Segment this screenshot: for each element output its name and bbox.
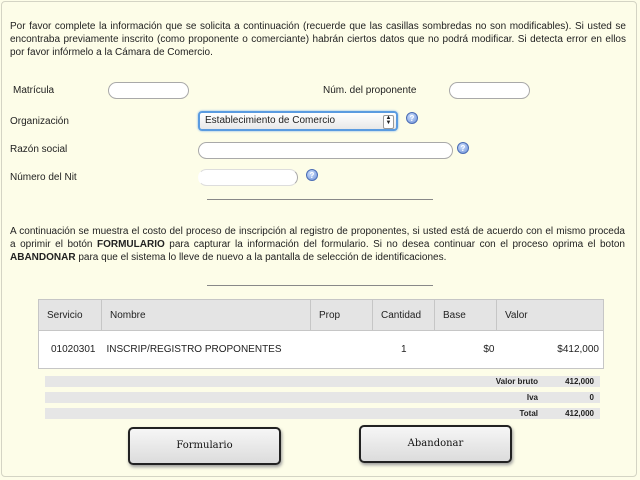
total-row-iva	[45, 392, 600, 403]
total-row-total	[45, 408, 600, 419]
cell-base: $0	[435, 331, 497, 369]
col-nombre: Nombre	[102, 300, 311, 331]
cost-intro-part1: A continuación se muestra el costo del proceso de inscripción al registro de proponentes, si usted está de acuerdo con el mismo proceda a oprimir el botón	[10, 226, 625, 250]
matricula-label: Matrícula	[13, 85, 55, 96]
help-icon-razon-social[interactable]: ?	[457, 142, 469, 154]
organizacion-label: Organización	[10, 116, 69, 127]
col-base: Base	[435, 300, 497, 331]
nit-field[interactable]	[198, 169, 298, 186]
matricula-field[interactable]	[108, 82, 189, 99]
formulario-button[interactable]: Formulario	[128, 427, 281, 465]
cell-servicio: 01020301	[39, 331, 102, 369]
razon-social-field[interactable]	[198, 142, 453, 159]
cell-prop	[311, 331, 373, 369]
cost-intro-formulario-bold: FORMULARIO	[96, 239, 165, 250]
total-label: Total	[519, 409, 538, 418]
total-row-valor-bruto	[45, 376, 600, 387]
total-value: 412,000	[565, 377, 594, 386]
divider-top	[207, 199, 433, 200]
nit-label: Número del Nit	[10, 172, 77, 183]
total-value: 0	[589, 393, 594, 402]
razon-social-label: Razón social	[10, 144, 68, 155]
table-row	[39, 331, 604, 369]
col-valor: Valor	[497, 300, 604, 331]
table-header-row	[39, 300, 604, 331]
help-icon-nit[interactable]: ?	[306, 169, 318, 181]
total-value: 412,000	[565, 409, 594, 418]
num-proponente-field[interactable]	[449, 82, 530, 99]
cost-intro-part2: para capturar la información del formulario. Si no desea continuar con el proceso oprima el boton	[164, 239, 625, 250]
total-label: Iva	[526, 393, 538, 402]
cell-nombre: INSCRIP/REGISTRO PROPONENTES	[102, 331, 311, 369]
abandonar-button[interactable]: Abandonar	[359, 425, 512, 463]
organizacion-select[interactable]	[198, 111, 398, 131]
organizacion-selected-value: Establecimiento de Comercio	[205, 115, 336, 126]
select-arrows-icon: ▲ ▼	[383, 115, 394, 129]
costs-table	[38, 299, 604, 369]
col-cantidad: Cantidad	[373, 300, 435, 331]
divider-bottom	[207, 285, 433, 286]
num-proponente-label: Núm. del proponente	[323, 85, 417, 96]
cell-cantidad: 1	[373, 331, 435, 369]
total-label: Valor bruto	[495, 377, 538, 386]
intro-text: Por favor complete la información que se solicita a continuación (recuerde que las casillas sombredas no son modificables). Si usted se encontraba previamente inscrito (como proponente o comerciante) habrán ciertos datos que no podrá modificar. Si detecta error en ellos por favor infórmelo a la Cámara de Comercio.	[10, 21, 626, 58]
help-icon-organizacion[interactable]: ?	[406, 112, 418, 124]
cost-intro-part3: para que el sistema lo lleve de nuevo a la pantalla de selección de identificaciones.	[75, 252, 447, 263]
cost-intro-abandonar-bold: ABANDONAR	[10, 252, 76, 263]
cost-intro-text	[10, 225, 625, 264]
col-prop: Prop	[311, 300, 373, 331]
col-servicio: Servicio	[39, 300, 102, 331]
cell-valor: $412,000	[497, 331, 604, 369]
